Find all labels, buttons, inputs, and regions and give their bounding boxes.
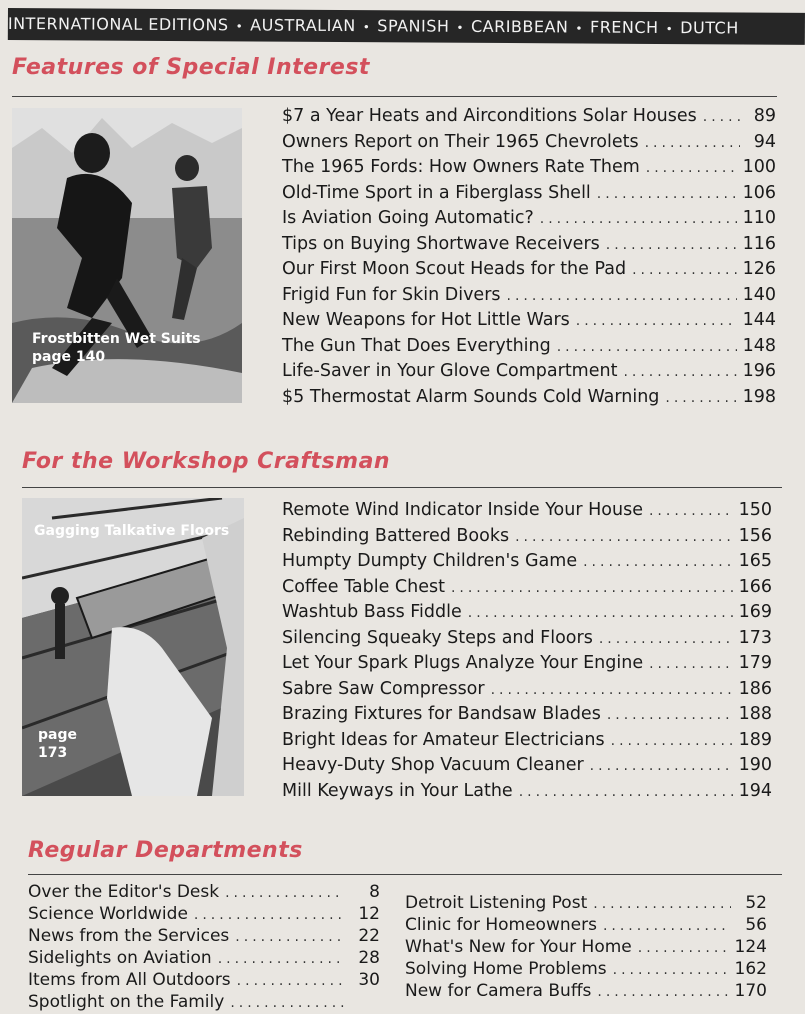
department-title: Over the Editor's Desk xyxy=(28,882,220,902)
department-title: Solving Home Problems xyxy=(405,959,607,979)
article-title: $5 Thermostat Alarm Sounds Cold Warning xyxy=(282,386,660,407)
page-number: 188 xyxy=(738,704,772,724)
page-number: 162 xyxy=(734,959,767,979)
page-number: 150 xyxy=(738,500,772,520)
page-number: 194 xyxy=(738,780,772,801)
list-item[interactable] xyxy=(28,904,380,926)
bullet-separator: • xyxy=(362,20,371,35)
leader-dots xyxy=(507,288,737,304)
page-number: 186 xyxy=(738,678,772,699)
page-number: 110 xyxy=(742,208,776,228)
page-number: 12 xyxy=(358,904,380,924)
department-title: Sidelights on Aviation xyxy=(28,948,212,968)
leader-dots xyxy=(515,529,733,545)
page-number: 144 xyxy=(742,310,776,330)
list-item[interactable] xyxy=(28,882,380,904)
list-item[interactable] xyxy=(282,704,772,730)
leader-dots xyxy=(218,951,344,967)
leader-dots xyxy=(606,237,737,253)
leader-dots xyxy=(468,605,733,621)
list-item[interactable] xyxy=(282,500,772,526)
leader-dots xyxy=(613,962,729,978)
page-number: 28 xyxy=(358,948,380,968)
editions-label: INTERNATIONAL EDITIONS xyxy=(7,13,229,35)
page-number: 170 xyxy=(734,981,767,1001)
leader-dots xyxy=(519,784,733,800)
leader-dots xyxy=(491,682,733,698)
page-number: 22 xyxy=(358,926,380,946)
page-number: 189 xyxy=(738,729,772,750)
list-item[interactable] xyxy=(282,106,776,132)
list-item[interactable] xyxy=(28,926,380,948)
page-number: 126 xyxy=(742,259,776,279)
bullet-separator: • xyxy=(665,22,674,37)
page-number: 94 xyxy=(753,131,776,152)
page-number: 148 xyxy=(742,335,776,356)
article-title: Frigid Fun for Skin Divers xyxy=(282,284,501,305)
photo-caption-page: 173 xyxy=(38,745,68,761)
list-item[interactable] xyxy=(282,208,776,234)
article-title: Humpty Dumpty Children's Game xyxy=(282,551,578,571)
department-title: Detroit Listening Post xyxy=(405,893,588,913)
photo-caption-page: page 140 xyxy=(32,349,106,365)
article-title: The Gun That Does Everything xyxy=(282,335,551,356)
department-title: What's New for Your Home xyxy=(405,937,632,957)
floors-photo xyxy=(22,498,244,796)
article-title: Heavy-Duty Shop Vacuum Cleaner xyxy=(282,755,584,775)
list-item[interactable] xyxy=(282,526,772,552)
section-divider xyxy=(12,96,777,97)
list-item[interactable] xyxy=(282,781,772,807)
leader-dots xyxy=(632,262,737,278)
leader-dots xyxy=(607,707,733,723)
features-section-title: Features of Special Interest xyxy=(12,55,370,80)
leader-dots xyxy=(235,929,344,945)
leader-dots xyxy=(646,160,737,176)
article-title: Our First Moon Scout Heads for the Pad xyxy=(282,259,627,279)
list-item[interactable] xyxy=(28,992,380,1014)
wet-suits-photo xyxy=(12,108,242,403)
page-number: 52 xyxy=(745,893,767,913)
workshop-list xyxy=(282,500,772,806)
list-item[interactable] xyxy=(282,183,776,209)
leader-dots xyxy=(540,211,737,227)
page-number: 100 xyxy=(742,157,776,177)
leader-dots xyxy=(597,186,737,202)
edition-caribbean: CARIBBEAN xyxy=(470,16,569,37)
leader-dots xyxy=(665,390,736,406)
article-title: Washtub Bass Fiddle xyxy=(282,602,462,622)
article-title: Life-Saver in Your Glove Compartment xyxy=(282,361,618,381)
article-title: Let Your Spark Plugs Analyze Your Engine xyxy=(282,653,644,673)
department-title: New for Camera Buffs xyxy=(405,981,592,1001)
photo-caption-page-label: page xyxy=(38,727,77,743)
leader-dots xyxy=(557,339,737,355)
article-title: Remote Wind Indicator Inside Your House xyxy=(282,500,643,520)
photo-caption-title: Frostbitten Wet Suits xyxy=(32,331,201,347)
article-title: Owners Report on Their 1965 Chevrolets xyxy=(282,131,639,152)
list-item[interactable] xyxy=(282,730,772,756)
leader-dots xyxy=(230,995,344,1011)
list-item[interactable] xyxy=(282,577,772,603)
department-title: Clinic for Homeowners xyxy=(405,915,597,935)
page-number: 196 xyxy=(742,361,776,381)
article-title: Brazing Fixtures for Bandsaw Blades xyxy=(282,704,601,724)
edition-french: FRENCH xyxy=(589,17,659,37)
article-title: Silencing Squeaky Steps and Floors xyxy=(282,627,593,648)
list-item[interactable] xyxy=(282,679,772,705)
article-title: The 1965 Fords: How Owners Rate Them xyxy=(282,157,640,177)
leader-dots xyxy=(645,135,740,151)
bullet-separator: • xyxy=(575,21,584,36)
list-item[interactable] xyxy=(405,915,767,937)
leader-dots xyxy=(599,631,733,647)
list-item[interactable] xyxy=(405,893,767,915)
leader-dots xyxy=(576,313,737,329)
leader-dots xyxy=(611,733,733,749)
leader-dots xyxy=(225,885,344,901)
leader-dots xyxy=(237,973,344,989)
page-number: 124 xyxy=(734,937,767,957)
leader-dots xyxy=(194,907,344,923)
list-item[interactable] xyxy=(282,259,776,285)
departments-section-title: Regular Departments xyxy=(28,838,303,863)
edition-dutch: DUTCH xyxy=(680,18,739,38)
page-number: 56 xyxy=(745,915,767,935)
page-number: 190 xyxy=(738,755,772,775)
article-title: Rebinding Battered Books xyxy=(282,525,510,546)
article-title: Mill Keyways in Your Lathe xyxy=(282,780,513,801)
leader-dots xyxy=(649,503,733,519)
leader-dots xyxy=(623,364,736,380)
list-item[interactable] xyxy=(282,551,772,577)
list-item[interactable] xyxy=(282,602,772,628)
page-number: 8 xyxy=(369,882,380,902)
article-title: Sabre Saw Compressor xyxy=(282,678,485,699)
page-number: 140 xyxy=(742,284,776,305)
article-title: Tips on Buying Shortwave Receivers xyxy=(282,233,600,254)
list-item[interactable] xyxy=(282,157,776,183)
leader-dots xyxy=(593,896,731,912)
article-title: New Weapons for Hot Little Wars xyxy=(282,310,570,330)
list-item[interactable] xyxy=(282,653,772,679)
list-item[interactable] xyxy=(405,937,767,959)
department-title: Items from All Outdoors xyxy=(28,970,231,990)
list-item[interactable] xyxy=(405,959,767,981)
departments-left-list xyxy=(28,882,380,1014)
page-number: 30 xyxy=(358,970,380,990)
page-number: 89 xyxy=(753,106,776,126)
bullet-separator: • xyxy=(456,20,465,35)
leader-dots xyxy=(597,984,728,1000)
page-number: 173 xyxy=(738,627,772,648)
page-number: 116 xyxy=(742,233,776,254)
page-number: 106 xyxy=(742,182,776,203)
workshop-section-title: For the Workshop Craftsman xyxy=(22,449,391,474)
page-number: 179 xyxy=(738,653,772,673)
list-item[interactable] xyxy=(282,132,776,158)
article-title: Is Aviation Going Automatic? xyxy=(282,208,534,228)
article-title: Old-Time Sport in a Fiberglass Shell xyxy=(282,182,591,203)
list-item[interactable] xyxy=(282,336,776,362)
leader-dots xyxy=(703,109,740,125)
leader-dots xyxy=(649,656,732,672)
leader-dots xyxy=(590,758,733,774)
list-item[interactable] xyxy=(282,234,776,260)
department-title: News from the Services xyxy=(28,926,230,946)
list-item[interactable] xyxy=(282,285,776,311)
page-number: 198 xyxy=(742,386,776,407)
international-editions-bar xyxy=(8,8,805,45)
page-number: 166 xyxy=(738,576,772,597)
article-title: $7 a Year Heats and Airconditions Solar Houses xyxy=(282,106,697,126)
list-item[interactable] xyxy=(282,387,776,413)
departments-right-list xyxy=(405,893,767,1003)
department-title: Spotlight on the Family xyxy=(28,992,225,1012)
list-item[interactable] xyxy=(282,310,776,336)
page-number: 156 xyxy=(738,525,772,546)
article-title: Coffee Table Chest xyxy=(282,576,445,597)
article-title: Bright Ideas for Amateur Electricians xyxy=(282,729,605,750)
leader-dots xyxy=(583,554,733,570)
features-list xyxy=(282,106,776,412)
leader-dots xyxy=(603,918,731,934)
edition-australian: AUSTRALIAN xyxy=(250,15,356,36)
page-number: 165 xyxy=(738,551,772,571)
page-number: 169 xyxy=(738,602,772,622)
bullet-separator: • xyxy=(235,19,244,34)
list-item[interactable] xyxy=(282,628,772,654)
section-divider xyxy=(22,487,782,488)
section-divider xyxy=(28,874,782,875)
edition-spanish: SPANISH xyxy=(377,16,450,36)
photo-caption-title: Gagging Talkative Floors xyxy=(34,523,230,539)
list-item[interactable] xyxy=(282,755,772,781)
list-item[interactable] xyxy=(28,970,380,992)
leader-dots xyxy=(638,940,729,956)
department-title: Science Worldwide xyxy=(28,904,188,924)
list-item[interactable] xyxy=(28,948,380,970)
list-item[interactable] xyxy=(282,361,776,387)
leader-dots xyxy=(451,580,733,596)
